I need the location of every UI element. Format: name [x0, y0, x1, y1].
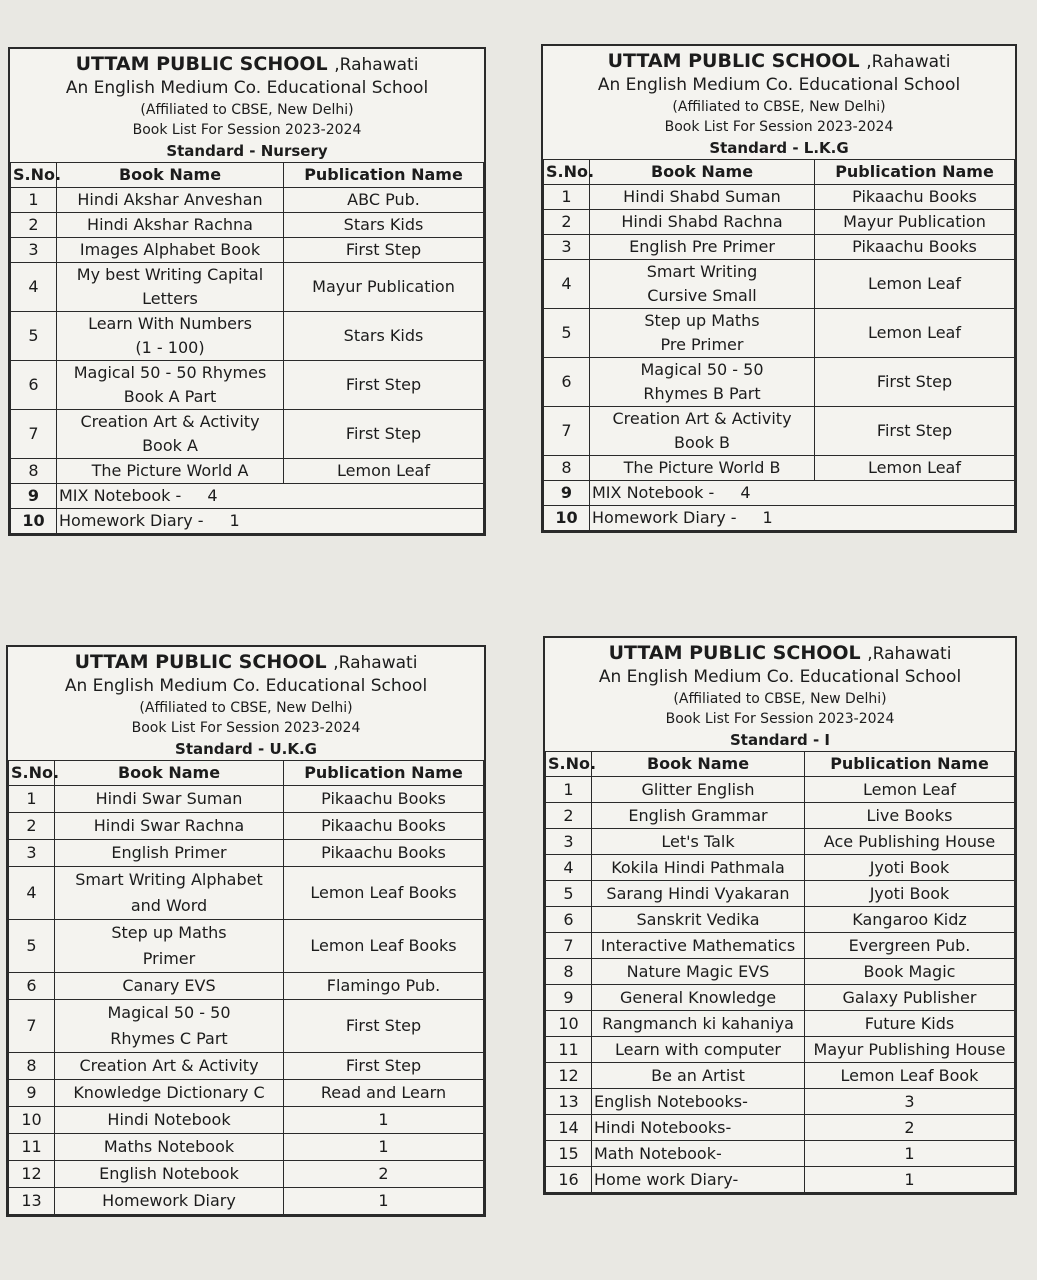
book-name: General Knowledge: [619, 988, 777, 1007]
book-name-cell: [57, 188, 284, 213]
school-name: UTTAM PUBLIC SCHOOL ,Rahawati: [607, 50, 951, 72]
sno-cell: 4: [546, 855, 592, 881]
standard-label: Standard - U.K.G: [175, 740, 317, 758]
extra-item: Homework Diary -: [592, 508, 737, 527]
book-name-line-2: Cursive Small: [647, 286, 757, 305]
book-name: Step up Maths: [111, 923, 227, 942]
sno-cell: 8: [11, 459, 57, 484]
publication-cell: Pikaachu Books: [284, 840, 484, 867]
school-type: An English Medium Co. Educational School: [65, 78, 429, 98]
book-list-card-ukg: [6, 645, 486, 1217]
publication-cell: Book Magic: [805, 959, 1015, 985]
book-name: Knowledge Dictionary C: [73, 1083, 265, 1102]
publication-cell: Pikaachu Books: [815, 185, 1015, 210]
publication-cell: First Step: [284, 361, 484, 410]
book-name: Canary EVS: [122, 976, 216, 995]
book-name-cell: [592, 985, 805, 1011]
sno-cell: 1: [544, 185, 590, 210]
sno-cell: 8: [546, 959, 592, 985]
book-name-header: Book Name: [592, 752, 805, 777]
book-name: Magical 50 - 50: [640, 360, 764, 379]
extra-item-cell: [590, 506, 1015, 531]
extra-row: [9, 1188, 484, 1215]
table-row: [9, 973, 484, 1000]
sno-cell: 4: [11, 263, 57, 312]
extra-qty: 4: [740, 483, 751, 502]
book-name: Sanskrit Vedika: [636, 910, 760, 929]
table-row: [546, 959, 1015, 985]
extra-item-cell: Math Notebook-: [592, 1141, 805, 1167]
publication-cell: Mayur Publishing House: [805, 1037, 1015, 1063]
book-name-line-2: and Word: [130, 896, 208, 915]
table-row: [546, 1063, 1015, 1089]
sno-cell: 11: [9, 1134, 55, 1161]
book-name: English Primer: [111, 843, 227, 862]
affiliation: (Affiliated to CBSE, New Delhi): [139, 700, 353, 716]
publication-cell: First Step: [284, 238, 484, 263]
publication-cell: Evergreen Pub.: [805, 933, 1015, 959]
publication-cell: Pikaachu Books: [284, 813, 484, 840]
extra-row: [544, 481, 1015, 506]
standard-label: Standard - Nursery: [166, 142, 328, 160]
table-row: [544, 456, 1015, 481]
sno-cell: 3: [9, 840, 55, 867]
table-row: [544, 235, 1015, 260]
book-name-cell: [590, 185, 815, 210]
sno-cell: 13: [546, 1089, 592, 1115]
book-name: Learn with computer: [615, 1040, 781, 1059]
book-table: [545, 751, 1015, 1193]
book-name-cell: [592, 881, 805, 907]
book-name-line-2: Rhymes B Part: [643, 384, 761, 403]
book-name: Rangmanch ki kahaniya: [602, 1014, 794, 1033]
table-row: [9, 1080, 484, 1107]
extra-qty-cell: 2: [284, 1161, 484, 1188]
extra-row: [546, 1115, 1015, 1141]
sno-cell: 6: [9, 973, 55, 1000]
book-name: Creation Art & Activity: [79, 1056, 259, 1075]
book-name-cell: [57, 238, 284, 263]
book-name-cell: [592, 829, 805, 855]
table-row: [546, 829, 1015, 855]
publication-cell: Lemon Leaf: [284, 459, 484, 484]
book-name: Be an Artist: [651, 1066, 745, 1085]
extra-item-cell: [57, 509, 484, 534]
book-name: Learn With Numbers: [88, 314, 252, 333]
card-header: [10, 53, 484, 162]
publication-header: Publication Name: [815, 160, 1015, 185]
sno-cell: 9: [9, 1080, 55, 1107]
book-table: [10, 162, 484, 534]
extra-item-cell: Homework Diary: [55, 1188, 284, 1215]
extra-item: Homework Diary -: [59, 511, 204, 530]
book-list-card-nursery: [8, 47, 486, 536]
table-row: [544, 260, 1015, 309]
sno-cell: 11: [546, 1037, 592, 1063]
book-name-cell: [55, 973, 284, 1000]
book-name-line-2: Book A: [142, 436, 198, 455]
sno-cell: 6: [546, 907, 592, 933]
affiliation: (Affiliated to CBSE, New Delhi): [140, 102, 354, 118]
book-name: Kokila Hindi Pathmala: [611, 858, 785, 877]
book-name-cell: [57, 263, 284, 312]
sno-header: S.No.: [9, 761, 55, 786]
publication-cell: Jyoti Book: [805, 881, 1015, 907]
school-name: UTTAM PUBLIC SCHOOL ,Rahawati: [75, 53, 419, 75]
sno-cell: 8: [9, 1053, 55, 1080]
publication-cell: Ace Publishing House: [805, 829, 1015, 855]
table-row: [9, 1000, 484, 1053]
sno-cell: 10: [9, 1107, 55, 1134]
book-table: [543, 159, 1015, 531]
extra-item-cell: English Notebooks-: [592, 1089, 805, 1115]
extra-qty-cell: 3: [805, 1089, 1015, 1115]
book-name: The Picture World B: [623, 458, 781, 477]
publication-cell: Galaxy Publisher: [805, 985, 1015, 1011]
book-name-cell: [590, 309, 815, 358]
extra-qty-cell: 1: [805, 1141, 1015, 1167]
extra-qty-cell: 1: [284, 1134, 484, 1161]
sno-cell: 7: [11, 410, 57, 459]
book-name-cell: [592, 1063, 805, 1089]
school-type: An English Medium Co. Educational School: [64, 676, 428, 696]
extra-row: [546, 1167, 1015, 1193]
book-name-header: Book Name: [590, 160, 815, 185]
table-header-row: [546, 752, 1015, 777]
table-row: [9, 867, 484, 920]
book-name-cell: [590, 210, 815, 235]
book-name-line-2: Primer: [142, 949, 196, 968]
table-row: [546, 933, 1015, 959]
table-row: [546, 1011, 1015, 1037]
book-list-card-lkg: [541, 44, 1017, 533]
table-row: [9, 840, 484, 867]
book-name-line-2: Book A Part: [123, 387, 217, 406]
standard-label: Standard - I: [729, 731, 831, 749]
table-row: [546, 907, 1015, 933]
book-name-cell: [57, 361, 284, 410]
book-name-cell: [592, 855, 805, 881]
extra-item: MIX Notebook -: [59, 486, 182, 505]
book-name: Step up Maths: [644, 311, 760, 330]
extra-row: [9, 1134, 484, 1161]
affiliation: (Affiliated to CBSE, New Delhi): [672, 99, 886, 115]
sno-cell: 3: [544, 235, 590, 260]
publication-cell: Lemon Leaf Books: [284, 920, 484, 973]
book-name: Smart Writing Alphabet: [75, 870, 263, 889]
book-name-line-2: Pre Primer: [660, 335, 744, 354]
sno-cell: 7: [544, 407, 590, 456]
extra-row: [11, 484, 484, 509]
sno-cell: 6: [11, 361, 57, 410]
sno-cell: 5: [9, 920, 55, 973]
book-name-line-2: Rhymes C Part: [110, 1029, 228, 1048]
sno-cell: 1: [9, 786, 55, 813]
session-title: Book List For Session 2023-2024: [131, 720, 361, 736]
book-name-cell: [592, 1037, 805, 1063]
book-name-cell: [590, 456, 815, 481]
table-header-row: [11, 163, 484, 188]
extra-item-cell: Hindi Notebook: [55, 1107, 284, 1134]
sno-cell: 5: [544, 309, 590, 358]
extra-row: [546, 1141, 1015, 1167]
session-title: Book List For Session 2023-2024: [132, 122, 362, 138]
book-name: Interactive Mathematics: [600, 936, 796, 955]
sno-header: S.No.: [11, 163, 57, 188]
book-name: Hindi Swar Suman: [95, 789, 243, 808]
book-name-line-2: (1 - 100): [135, 338, 205, 357]
card-header: [8, 651, 484, 760]
book-name: Glitter English: [641, 780, 755, 799]
publication-cell: Lemon Leaf: [815, 456, 1015, 481]
book-name: Creation Art & Activity: [80, 412, 260, 431]
extra-qty: 1: [762, 508, 773, 527]
book-name-cell: [55, 1000, 284, 1053]
extra-row: [9, 1107, 484, 1134]
book-name: English Pre Primer: [629, 237, 775, 256]
book-name-line-2: Book B: [674, 433, 730, 452]
book-name-line-2: Letters: [142, 289, 198, 308]
publication-header: Publication Name: [284, 761, 484, 786]
table-row: [546, 881, 1015, 907]
publication-cell: First Step: [815, 407, 1015, 456]
book-name: Hindi Shabd Rachna: [621, 212, 783, 231]
book-name: Hindi Shabd Suman: [623, 187, 781, 206]
table-row: [546, 1037, 1015, 1063]
publication-header: Publication Name: [805, 752, 1015, 777]
sno-cell: 10: [546, 1011, 592, 1037]
sno-header: S.No.: [546, 752, 592, 777]
sno-cell: 1: [11, 188, 57, 213]
publication-cell: Mayur Publication: [815, 210, 1015, 235]
book-name-cell: [57, 410, 284, 459]
sno-cell: 6: [544, 358, 590, 407]
publication-cell: Flamingo Pub.: [284, 973, 484, 1000]
table-row: [546, 985, 1015, 1011]
book-name-cell: [55, 786, 284, 813]
book-name: Let's Talk: [661, 832, 735, 851]
sno-cell: 2: [11, 213, 57, 238]
publication-cell: Lemon Leaf: [815, 260, 1015, 309]
school-name: UTTAM PUBLIC SCHOOL ,Rahawati: [608, 642, 952, 664]
card-header: [545, 642, 1015, 751]
sno-cell: 2: [9, 813, 55, 840]
table-row: [9, 920, 484, 973]
sno-cell: 9: [544, 481, 590, 506]
card-header: [543, 50, 1015, 159]
extra-row: [546, 1089, 1015, 1115]
table-row: [546, 803, 1015, 829]
book-name-cell: [57, 213, 284, 238]
publication-cell: Live Books: [805, 803, 1015, 829]
table-row: [11, 312, 484, 361]
book-name-cell: [55, 1053, 284, 1080]
table-row: [11, 410, 484, 459]
book-name-cell: [592, 933, 805, 959]
affiliation: (Affiliated to CBSE, New Delhi): [673, 691, 887, 707]
book-name-cell: [590, 358, 815, 407]
book-name: English Grammar: [628, 806, 768, 825]
book-name: Magical 50 - 50 Rhymes: [73, 363, 267, 382]
book-name-cell: [55, 813, 284, 840]
extra-item-cell: [57, 484, 484, 509]
book-name: Smart Writing: [646, 262, 758, 281]
sno-cell: 10: [544, 506, 590, 531]
sno-cell: 1: [546, 777, 592, 803]
session-title: Book List For Session 2023-2024: [664, 119, 894, 135]
extra-qty-cell: 1: [284, 1188, 484, 1215]
extra-row: [9, 1161, 484, 1188]
table-row: [544, 210, 1015, 235]
table-row: [544, 407, 1015, 456]
book-name-cell: [592, 803, 805, 829]
sno-cell: 2: [544, 210, 590, 235]
publication-cell: First Step: [815, 358, 1015, 407]
book-name-cell: [55, 1080, 284, 1107]
book-name-cell: [590, 260, 815, 309]
book-name: Nature Magic EVS: [626, 962, 770, 981]
sno-cell: 13: [9, 1188, 55, 1215]
book-name: Hindi Akshar Rachna: [87, 215, 253, 234]
book-name-header: Book Name: [55, 761, 284, 786]
sno-cell: 15: [546, 1141, 592, 1167]
book-name: Sarang Hindi Vyakaran: [606, 884, 790, 903]
publication-cell: Mayur Publication: [284, 263, 484, 312]
publication-cell: Lemon Leaf Books: [284, 867, 484, 920]
publication-header: Publication Name: [284, 163, 484, 188]
table-row: [544, 309, 1015, 358]
table-row: [9, 813, 484, 840]
extra-row: [11, 509, 484, 534]
publication-cell: Future Kids: [805, 1011, 1015, 1037]
book-name: The Picture World A: [91, 461, 249, 480]
sno-cell: 9: [546, 985, 592, 1011]
extra-item: MIX Notebook -: [592, 483, 715, 502]
table-row: [546, 855, 1015, 881]
book-name-header: Book Name: [57, 163, 284, 188]
book-name-cell: [592, 777, 805, 803]
extra-qty-cell: 2: [805, 1115, 1015, 1141]
table-row: [11, 459, 484, 484]
extra-qty-cell: 1: [284, 1107, 484, 1134]
table-row: [9, 786, 484, 813]
book-name: Hindi Akshar Anveshan: [77, 190, 263, 209]
book-name-cell: [55, 920, 284, 973]
publication-cell: First Step: [284, 410, 484, 459]
table-header-row: [544, 160, 1015, 185]
book-name: Creation Art & Activity: [612, 409, 792, 428]
sno-cell: 4: [9, 867, 55, 920]
sno-cell: 7: [9, 1000, 55, 1053]
book-name-cell: [55, 867, 284, 920]
table-row: [544, 185, 1015, 210]
sno-cell: 8: [544, 456, 590, 481]
school-name: UTTAM PUBLIC SCHOOL ,Rahawati: [74, 651, 418, 673]
sno-header: S.No.: [544, 160, 590, 185]
book-name-cell: [592, 959, 805, 985]
publication-cell: Read and Learn: [284, 1080, 484, 1107]
extra-item-cell: Hindi Notebooks-: [592, 1115, 805, 1141]
school-type: An English Medium Co. Educational School: [597, 75, 961, 95]
extra-item-cell: [590, 481, 1015, 506]
publication-cell: Kangaroo Kidz: [805, 907, 1015, 933]
book-name-cell: [57, 459, 284, 484]
book-name-cell: [592, 907, 805, 933]
publication-cell: Lemon Leaf Book: [805, 1063, 1015, 1089]
sno-cell: 4: [544, 260, 590, 309]
book-name-cell: [590, 235, 815, 260]
sno-cell: 2: [546, 803, 592, 829]
publication-cell: Lemon Leaf: [805, 777, 1015, 803]
book-name-cell: [590, 407, 815, 456]
book-name: Images Alphabet Book: [79, 240, 261, 259]
extra-qty: 4: [207, 486, 218, 505]
table-row: [11, 188, 484, 213]
sno-cell: 12: [546, 1063, 592, 1089]
book-name: Hindi Swar Rachna: [93, 816, 245, 835]
table-row: [546, 777, 1015, 803]
publication-cell: Pikaachu Books: [284, 786, 484, 813]
school-type: An English Medium Co. Educational School: [598, 667, 962, 687]
book-list-card-standard-1: [543, 636, 1017, 1195]
publication-cell: ABC Pub.: [284, 188, 484, 213]
publication-cell: Lemon Leaf: [815, 309, 1015, 358]
publication-cell: First Step: [284, 1000, 484, 1053]
extra-item-cell: English Notebook: [55, 1161, 284, 1188]
publication-cell: Pikaachu Books: [815, 235, 1015, 260]
book-name: My best Writing Capital: [76, 265, 264, 284]
table-row: [544, 358, 1015, 407]
publication-cell: Stars Kids: [284, 213, 484, 238]
sno-cell: 5: [546, 881, 592, 907]
book-name: Magical 50 - 50: [107, 1003, 231, 1022]
sno-cell: 3: [546, 829, 592, 855]
sno-cell: 5: [11, 312, 57, 361]
book-name-cell: [592, 1011, 805, 1037]
publication-cell: First Step: [284, 1053, 484, 1080]
sno-cell: 3: [11, 238, 57, 263]
table-row: [9, 1053, 484, 1080]
table-row: [11, 263, 484, 312]
publication-cell: Stars Kids: [284, 312, 484, 361]
extra-item-cell: Maths Notebook: [55, 1134, 284, 1161]
book-table: [8, 760, 484, 1215]
publication-cell: Jyoti Book: [805, 855, 1015, 881]
sno-cell: 7: [546, 933, 592, 959]
extra-item-cell: Home work Diary-: [592, 1167, 805, 1193]
sno-cell: 10: [11, 509, 57, 534]
sno-cell: 14: [546, 1115, 592, 1141]
book-name-cell: [55, 840, 284, 867]
table-row: [11, 361, 484, 410]
sno-cell: 9: [11, 484, 57, 509]
session-title: Book List For Session 2023-2024: [665, 711, 895, 727]
table-header-row: [9, 761, 484, 786]
extra-row: [544, 506, 1015, 531]
extra-qty-cell: 1: [805, 1167, 1015, 1193]
extra-qty: 1: [229, 511, 240, 530]
sno-cell: 16: [546, 1167, 592, 1193]
sno-cell: 12: [9, 1161, 55, 1188]
book-name-cell: [57, 312, 284, 361]
table-row: [11, 238, 484, 263]
standard-label: Standard - L.K.G: [709, 139, 849, 157]
table-row: [11, 213, 484, 238]
